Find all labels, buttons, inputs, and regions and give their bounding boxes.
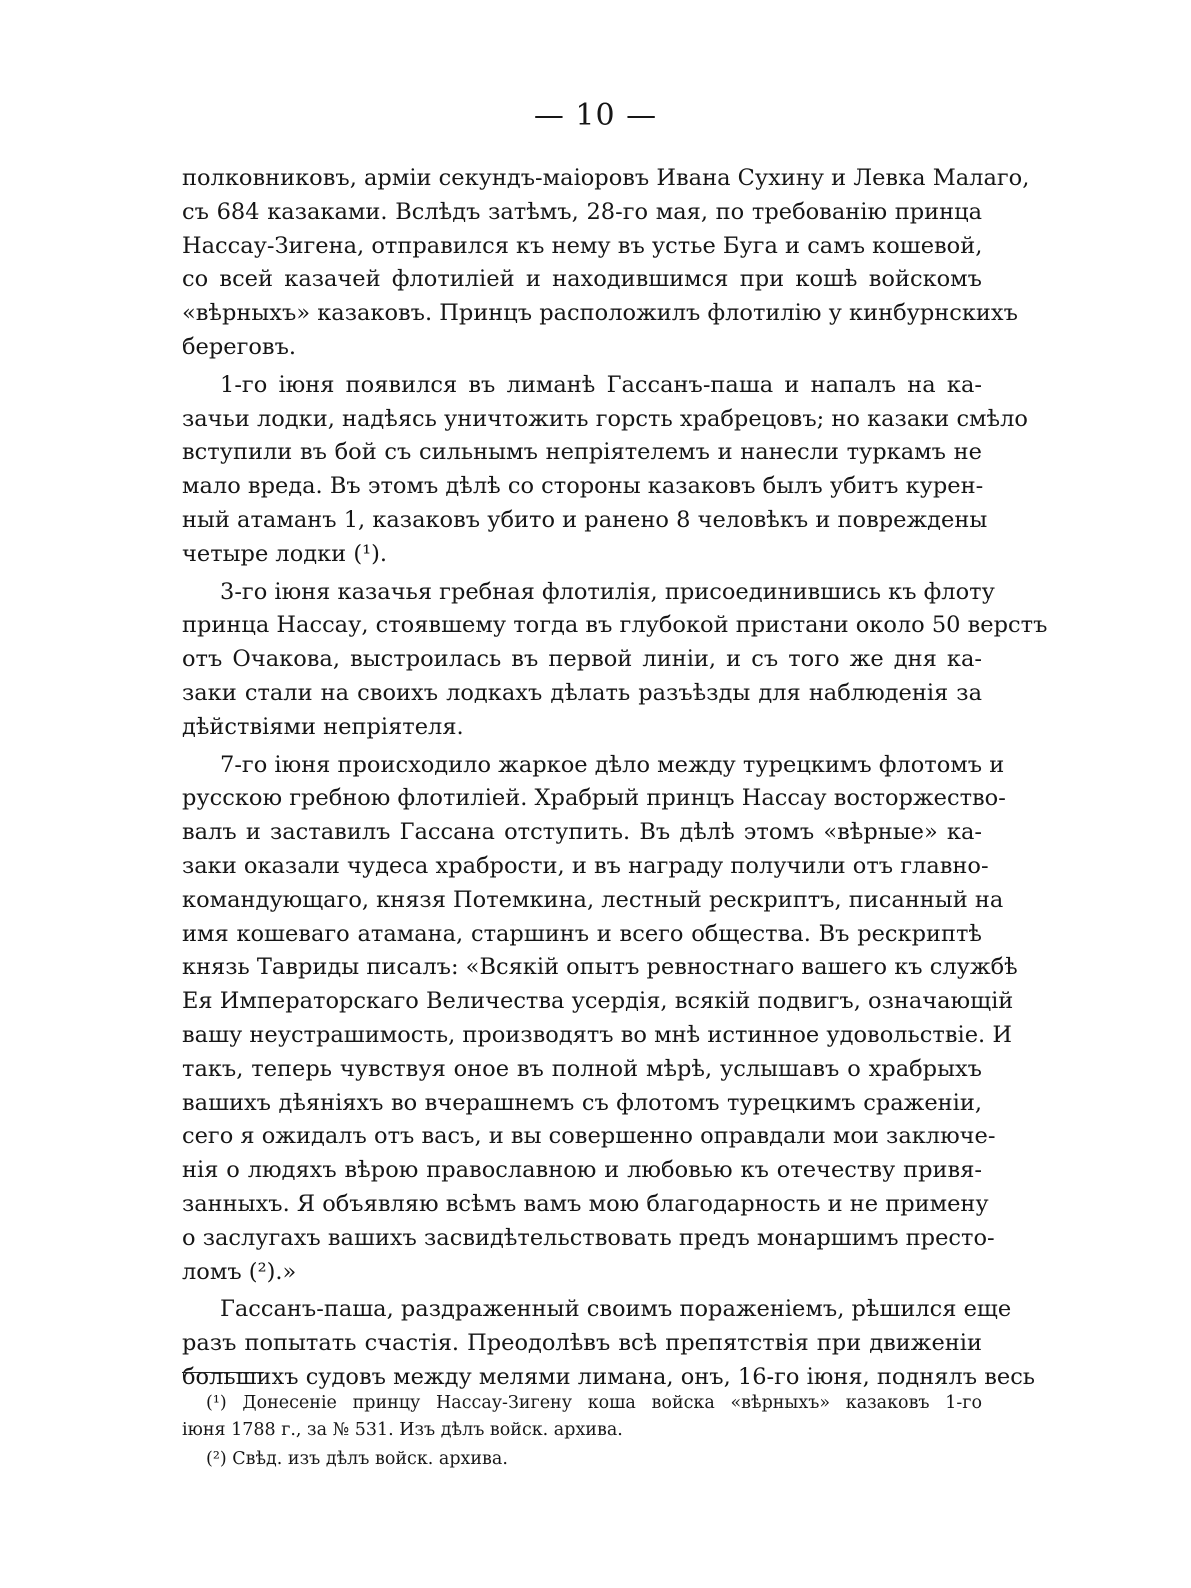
- paragraph-4: [182, 749, 1018, 1290]
- text-line: нія о людяхъ вѣрою православною и любовью къ отечеству привя-: [182, 1157, 982, 1184]
- text-line: о заслугахъ вашихъ засвидѣтельствовать предъ монаршимъ престо-: [182, 1224, 995, 1251]
- footnote-line: (²) Свѣд. изъ дѣлъ войск. архива.: [206, 1449, 508, 1469]
- text-line: такъ, теперь чувствуя оное въ полной мѣрѣ, услышавъ о храбрыхъ: [182, 1055, 982, 1082]
- page-number: — 10 —: [533, 98, 658, 133]
- text-line: заки оказали чудеса храбрости, и въ награду получили отъ главно-: [182, 852, 989, 879]
- text-line: четыре лодки (¹).: [182, 540, 388, 567]
- footnotes: [182, 1390, 982, 1473]
- text-line: ломъ (²).»: [182, 1258, 297, 1285]
- text-line: со всей казачей флотиліей и находившимся при кошѣ войскомъ: [182, 266, 982, 293]
- text-line: большихъ судовъ между мелями лимана, онъ, 16-го іюня, поднялъ весь: [182, 1363, 1036, 1390]
- footnote-line: (¹) Донесеніе принцу Нассау-Зигену коша войска «вѣрныхъ» казаковъ 1-го: [206, 1393, 982, 1413]
- text-line: Нассау-Зигена, отправился къ нему въ устье Буга и самъ кошевой,: [182, 232, 983, 259]
- footnote-2: [182, 1446, 982, 1473]
- text-line: съ 684 казаками. Вслѣдъ затѣмъ, 28-го мая, по требованію принца: [182, 198, 982, 225]
- text-line: командующаго, князя Потемкина, лестный рескриптъ, писанный на: [182, 886, 1004, 913]
- text-line: вашу неустрашимость, производятъ во мнѣ истинное удовольствіе. И: [182, 1021, 1012, 1048]
- text-line: занныхъ. Я объявляю всѣмъ вамъ мою благодарность и не примену: [182, 1190, 989, 1217]
- paragraph-1: [182, 162, 1030, 365]
- text-line: Ея Императорскаго Величества усердія, всякій подвигъ, означающій: [182, 988, 1014, 1015]
- text-line: князь Тавриды писалъ: «Всякій опытъ ревностнаго вашего къ службѣ: [182, 954, 1018, 981]
- paragraph-2: [182, 369, 1028, 572]
- text-line: мало вреда. Въ этомъ дѣлѣ со стороны казаковъ былъ убитъ курен-: [182, 473, 984, 500]
- text-line: русскою гребною флотиліей. Храбрый принцъ Нассау восторжество-: [182, 785, 1006, 812]
- text-line: заки стали на своихъ лодкахъ дѣлать разъѣзды для наблюденія за: [182, 679, 982, 706]
- text-line: Гассанъ-паша, раздраженный своимъ пораженіемъ, рѣшился еще: [220, 1296, 1012, 1323]
- text-line: 7-го іюня происходило жаркое дѣло между турецкимъ флотомъ и: [220, 751, 1005, 778]
- text-line: 1-го іюня появился въ лиманѣ Гассанъ-паша и напалъ на ка-: [220, 371, 982, 398]
- text-line: имя кошеваго атамана, старшинъ и всего общества. Въ рескриптѣ: [182, 920, 982, 947]
- text-line: ный атаманъ 1, казаковъ убито и ранено 8 человѣкъ и повреждены: [182, 506, 988, 533]
- text-line: валъ и заставилъ Гассана отступить. Въ дѣлѣ этомъ «вѣрные» ка-: [182, 819, 982, 846]
- text-line: отъ Очакова, выстроилась въ первой линіи, и съ того же дня ка-: [182, 646, 982, 673]
- text-line: дѣйствіями непріятеля.: [182, 713, 464, 740]
- body-text: [182, 162, 1048, 1395]
- text-line: сего я ожидалъ отъ васъ, и вы совершенно оправдали мои заключе-: [182, 1123, 996, 1150]
- paragraph-3: [182, 576, 1048, 745]
- text-line: 3-го іюня казачья гребная флотилія, присоединившись къ флоту: [220, 578, 995, 605]
- text-line: «вѣрныхъ» казаковъ. Принцъ расположилъ флотилію у кинбурнскихъ: [182, 300, 1018, 327]
- footnote-1: [182, 1390, 982, 1444]
- text-line: вступили въ бой съ сильнымъ непріятелемъ и нанесли туркамъ не: [182, 439, 982, 466]
- footnote-line: іюня 1788 г., за № 531. Изъ дѣлъ войск. архива.: [182, 1420, 623, 1440]
- text-line: принца Нассау, стоявшему тогда въ глубокой пристани около 50 верстъ: [182, 612, 1048, 639]
- text-line: полковниковъ, арміи секундъ-маіоровъ Ивана Сухину и Левка Малаго,: [182, 165, 1030, 191]
- text-line: разъ попытать счастія. Преодолѣвъ всѣ препятствія при движеніи: [182, 1330, 982, 1357]
- text-line: зачьи лодки, надѣясь уничтожить горсть храбрецовъ; но казаки смѣло: [182, 405, 1028, 432]
- paragraph-5: [182, 1293, 1036, 1394]
- text-line: вашихъ дѣяніяхъ во вчерашнемъ съ флотомъ турецкимъ сраженіи,: [182, 1089, 982, 1116]
- text-line: береговъ.: [182, 333, 297, 360]
- footnote-divider: [182, 1372, 264, 1373]
